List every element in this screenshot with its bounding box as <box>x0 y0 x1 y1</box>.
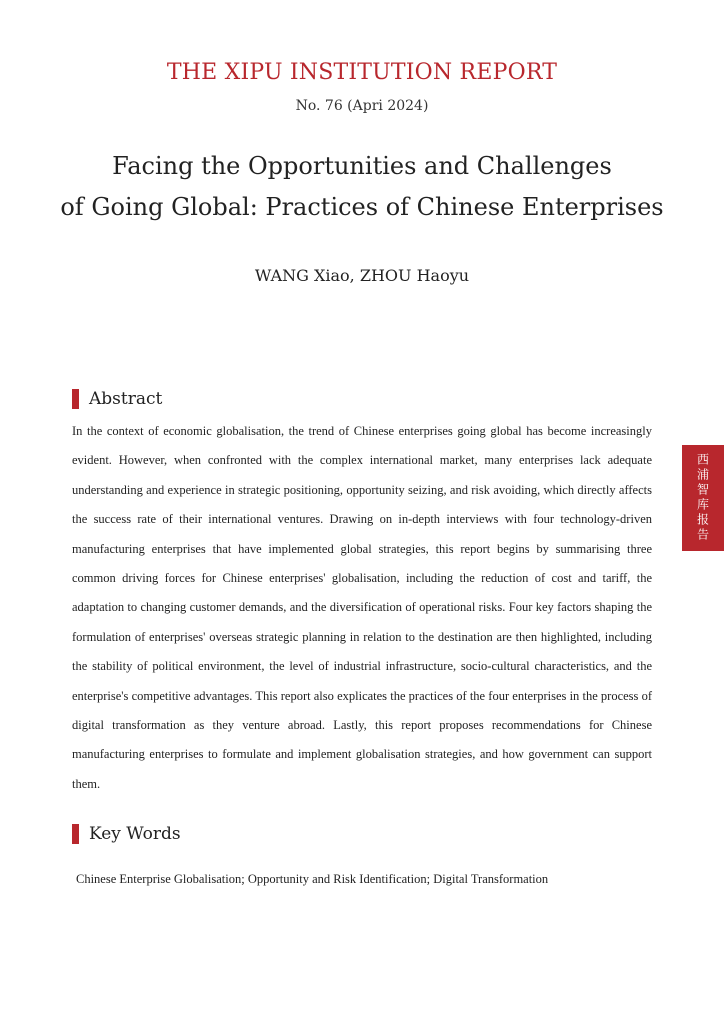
title-line-1: Facing the Opportunities and Challenges <box>112 152 612 180</box>
side-tab <box>682 445 724 551</box>
abstract-heading-label: Abstract <box>89 389 163 409</box>
issue-number: No. 76 (Apri 2024) <box>295 98 429 114</box>
authors: WANG Xiao, ZHOU Haoyu <box>254 266 470 285</box>
abstract-text: In the context of economic globalisation, the trend of Chinese enterprises going global has become increasingly evident. However, when confronted with the complex international market, many enterprises lack adequate understanding and experience in strategic positioning, opportunity seizing, and risk avoiding, which directly affects the success rate of their international ventures. Drawing on in-depth interviews with four technology-driven manufacturing enterprises that have implemented global strategies, this report begins by summarising three common driving forces for Chinese enterprises' globalisation, including the reduction of cost and tariff, the adaptation to changing customer demands, and the diversification of operational risks. Four key factors shaping the formulation of enterprises' overseas strategic planning in relation to the destination are then highlighted, including the stability of political environment, the level of industrial infrastructure, socio-cultural characteristics, and the enterprise's competitive advantages. This report also explicates the practices of the four enterprises in the process of digital transformation as they venture abroad. Lastly, this report proposes recommendations for Chinese manufacturing enterprises to formulate and implement globalisation strategies, and how government can support them. <box>72 424 652 791</box>
abstract-heading <box>72 389 162 409</box>
report-series-title: THE XIPU INSTITUTION REPORT <box>166 60 558 85</box>
page-title <box>0 146 724 228</box>
section-marker-bar <box>72 824 79 844</box>
keywords-heading <box>72 824 181 844</box>
section-marker-bar <box>72 389 79 409</box>
side-tab-label: 西浦智库报告 <box>695 453 710 543</box>
title-line-2: of Going Global: Practices of Chinese Enterprises <box>60 193 664 221</box>
keywords-text: Chinese Enterprise Globalisation; Opportunity and Risk Identification; Digital Transformation <box>76 872 549 886</box>
keywords-heading-label: Key Words <box>89 824 181 844</box>
